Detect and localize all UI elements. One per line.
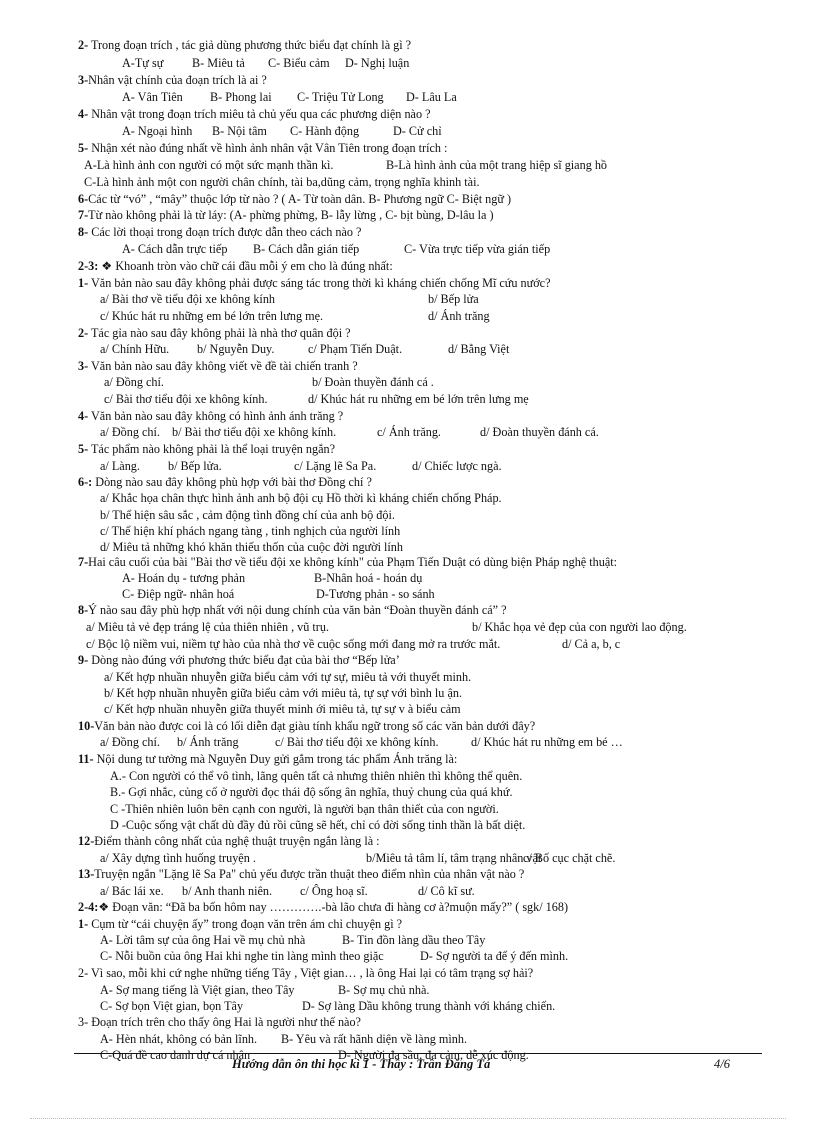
answer-option: D- Người đa sầu, đa cảm, dễ xúc động.: [338, 1048, 529, 1062]
answer-option: C- Triệu Tử Long: [297, 90, 384, 104]
question-text: 2- Trong đoạn trích , tác giả dùng phương thức biểu đạt chính là gì ?: [78, 38, 412, 52]
answer-option: c/ Bài thơ tiểu đội xe không kính.: [104, 392, 268, 406]
answer-option: b/ Bếp lửa: [428, 292, 479, 306]
footer-text: Hướng dẫn ôn thi học kì 1 - Thầy : Trần Đăng Tá: [232, 1057, 491, 1071]
answer-option: A- Cách dẫn trực tiếp: [122, 242, 228, 256]
question-text: 2- Tác gỉa nào sau đây không phải là nhà thơ quân đội ?: [78, 326, 351, 340]
question-text: 6-Các từ “vó” , “mây” thuộc lớp từ nào ? ( A- Từ toàn dân. B- Phương ngữ C- Biệt ngữ ): [78, 192, 512, 206]
answer-option: c/ Bố cục chặt chẽ.: [523, 851, 616, 865]
question-text: 5- Nhận xét nào đúng nhất về hình ảnh nhân vật Vân Tiên trong đoạn trích :: [78, 141, 448, 155]
answer-option: C- Nỗi buồn của ông Hai khi nghe tin làng mình theo giặc: [100, 949, 384, 963]
answer-option: d/ Đoàn thuyền đánh cá.: [480, 425, 599, 439]
answer-option: a/ Xây dựng tình huống truyện .: [100, 851, 256, 865]
answer-option: B- Miêu tả: [192, 56, 245, 70]
answer-option: C- Biểu cảm: [268, 56, 330, 70]
question-text: 7-Từ nào không phải là từ láy: (A- phừng phừng, B- lẫy lừng , C- bịt bùng, D-lâu la ): [78, 208, 494, 222]
answer-option: c/ Khúc hát ru những em bé lớn trên lưng mẹ.: [100, 309, 324, 323]
question-text: D -Cuộc sống vật chất dù đầy đủ rồi cũng sẽ hết, chỉ có đời sống tinh thần là bất diệt.: [110, 818, 526, 832]
page-number: 4/6: [714, 1057, 730, 1071]
question-text: 6-: Dòng nào sau đây không phù hợp với bài thơ Đồng chí ?: [78, 475, 372, 489]
answer-option: b/ Ánh trăng: [177, 735, 239, 749]
answer-option: d/ Chiếc lược ngà.: [412, 459, 502, 473]
answer-option: B- Yêu và rất hãnh diện về làng mình.: [281, 1032, 468, 1046]
answer-option: B- Sợ mụ chủ nhà.: [338, 983, 430, 997]
answer-option: a/ Làng.: [100, 459, 140, 473]
answer-option: D- Lâu La: [406, 90, 457, 104]
answer-option: B- Cách dẫn gián tiếp: [253, 242, 360, 256]
answer-option: B- Tin đồn làng dầu theo Tây: [342, 933, 486, 947]
answer-option: c/ Phạm Tiến Duật.: [308, 342, 403, 356]
question-text: c/ Kết hợp nhuần nhuyễn giữa thuyết minh ới miêu tả, tự sự v à biểu cảm: [104, 702, 461, 716]
answer-option: a/ Chính Hữu.: [100, 342, 170, 356]
question-text: a/ Khắc họa chân thực hình ảnh anh bộ đội cụ Hồ thời kì kháng chiến chống Pháp.: [100, 491, 502, 505]
answer-option: d/ Bằng Việt: [448, 342, 510, 356]
answer-option: A-Là hình ảnh con người có một sức mạnh thần kì.: [84, 158, 334, 172]
answer-option: b/ Đoàn thuyền đánh cá .: [312, 375, 434, 389]
answer-option: A-Tự sự: [122, 56, 164, 70]
question-text: 9- Dòng nào đúng với phương thức biểu đạt của bài thơ “Bếp lửa’: [78, 653, 400, 667]
question-text: 3- Đoạn trích trên cho thấy ông Hai là người như thế nào?: [78, 1015, 361, 1029]
answer-option: B- Nội tâm: [212, 124, 267, 138]
answer-option: a/ Miêu tả vẻ đẹp tráng lệ của thiên nhiên , vũ trụ.: [86, 620, 329, 634]
answer-option: d/ Ánh trăng: [428, 309, 490, 323]
footer-divider: [74, 1053, 762, 1054]
answer-option: D- Sợ người ta để ý đến mình.: [420, 949, 569, 963]
answer-option: C- Sợ bọn Việt gian, bọn Tây: [100, 999, 244, 1013]
answer-option: D-Tương phản - so sánh: [316, 587, 435, 601]
answer-option: d/ Khúc hát ru những em bé …: [471, 735, 623, 749]
answer-option: b/ Anh thanh niên.: [182, 884, 273, 898]
answer-option: c/ Bài thơ tiểu đội xe không kính.: [275, 735, 439, 749]
answer-option: A- Vân Tiên: [122, 90, 183, 104]
question-text: 8-Ý nào sau đây phù hợp nhất với nội dung chính của văn bản “Đoàn thuyền đánh cá” ?: [78, 603, 507, 617]
answer-option: A- Lời tâm sự của ông Hai về mụ chủ nhà: [100, 933, 306, 947]
question-text: A.- Con người có thể vô tình, lãng quên tất cả nhưng thiên nhiên thì không thể quên.: [110, 769, 523, 783]
question-text: 12-Điểm thành công nhất của nghệ thuật truyện ngắn làng là :: [78, 834, 380, 848]
answer-option: D- Nghị luận: [345, 56, 410, 70]
question-text: 2- Vì sao, mỗi khi cứ nghe những tiếng Tây , Việt gian… , là ông Hai lại có tâm trạng sợ hải?: [78, 966, 534, 980]
page-bottom-edge: [30, 1118, 786, 1119]
question-text: 4- Văn bản nào sau đây không có hình ảnh ánh trăng ?: [78, 409, 344, 423]
answer-option: B- Phong lai: [210, 90, 272, 104]
question-text: d/ Miêu tả những khó khăn thiếu thốn của cuộc đời người lính: [100, 540, 403, 554]
answer-option: a/ Bác lái xe.: [100, 884, 164, 898]
question-text: 4- Nhân vật trong đoạn trích miêu tả chủ yếu qua các phương diện nào ?: [78, 107, 431, 121]
answer-option: c/ Ông hoạ sĩ.: [300, 884, 368, 898]
question-text: 2-3: ❖ Khoanh tròn vào chữ cái đầu mỗi ý em cho là đúng nhất:: [78, 259, 393, 273]
question-text: 5- Tác phẩm nào không phải là thể loại truyện ngắn?: [78, 442, 335, 456]
question-text: 1- Văn bản nào sau đây không phải được sáng tác trong thời kì kháng chiến chống Mĩ cứu nước?: [78, 276, 551, 290]
answer-option: D- Sợ làng Dầu không trung thành với kháng chiến.: [302, 999, 556, 1013]
answer-option: d/ Cô kĩ sư.: [418, 884, 475, 898]
answer-option: A- Sợ mang tiếng là Việt gian, theo Tây: [100, 983, 295, 997]
question-text: a/ Kết hợp nhuần nhuyễn giữa biểu cảm với tự sự, miêu tả với thuyết minh.: [104, 670, 472, 684]
answer-option: C- Điệp ngữ- nhân hoá: [122, 587, 235, 601]
answer-option: A- Ngoại hình: [122, 124, 193, 138]
answer-option: D- Cử chỉ: [393, 124, 442, 138]
answer-option: A- Hèn nhát, không có bản lĩnh.: [100, 1032, 258, 1046]
question-text: C -Thiên nhiên luôn bên cạnh con người, là người bạn thân thiết của con người.: [110, 802, 499, 816]
answer-option: a/ Bài thơ về tiểu đội xe không kính: [100, 292, 276, 306]
question-text: 2-4:❖ Đoạn văn: “Đã ba bốn hôm nay ………….-bà lão chưa đi hàng cơ à?muộn mấy?” ( sgk/ 168): [78, 900, 569, 914]
answer-option: b/ Khắc họa vẻ đẹp của con người lao động.: [472, 620, 687, 634]
answer-option: b/ Bếp lửa.: [168, 459, 222, 473]
answer-option: b/ Bài thơ tiểu đội xe không kính.: [172, 425, 337, 439]
answer-option: d/ Cả a, b, c: [562, 637, 621, 651]
question-text: B.- Gợi nhắc, củng cố ở người đọc thái độ sống ân nghĩa, thuỷ chung của quá khứ.: [110, 785, 513, 799]
answer-option: a/ Đồng chí.: [104, 375, 164, 389]
answer-option: b/ Nguyễn Duy.: [197, 342, 275, 356]
question-text: 7-Hai câu cuối của bài "Bài thơ về tiểu đội xe không kính" của Phạm Tiến Duật có dùng biện Pháp nghệ thuật:: [78, 555, 618, 569]
question-text: 3- Văn bản nào sau đây không viết về đề tài chiến tranh ?: [78, 359, 358, 373]
answer-option: a/ Đồng chí.: [100, 425, 160, 439]
answer-option: C-Quá đề cao danh dự cá nhân: [100, 1048, 251, 1062]
answer-option: B-Là hình ảnh của một trang hiệp sĩ giang hồ: [386, 158, 608, 172]
question-text: 3-Nhân vật chính của đoạn trích là ai ?: [78, 73, 267, 87]
answer-option: c/ Bộc lộ niềm vui, niềm tự hào của nhà thơ về cuộc sống mới đang mở ra trước mắt.: [86, 637, 501, 651]
answer-option: A- Hoán dụ - tương phản: [122, 571, 246, 585]
question-text: b/ Thể hiện sâu sắc , cảm động tình đồng chí của anh bộ đội.: [100, 508, 395, 522]
question-text: 8- Các lời thoại trong đoạn trích được dẫn theo cách nào ?: [78, 225, 362, 239]
question-text: 11- Nội dung tư tưởng mà Nguyễn Duy gửi gắm trong tác phẩm Ánh trăng là:: [78, 752, 458, 766]
answer-option: c/ Ánh trăng.: [377, 425, 441, 439]
answer-option: B-Nhân hoá - hoán dụ: [314, 571, 423, 585]
answer-option: C- Hành động: [290, 124, 360, 138]
answer-option: d/ Khúc hát ru những em bé lớn trên lưng mẹ: [308, 392, 529, 406]
answer-option: C- Vừa trực tiếp vừa gián tiếp: [404, 242, 551, 256]
question-text: b/ Kết hợp nhuần nhuyễn giữa biểu cảm với miêu tả, tự sự với bình lu ận.: [104, 686, 462, 700]
answer-option: a/ Đồng chí.: [100, 735, 160, 749]
question-text: 10-Văn bản nào được coi là có lối diễn đạt giàu tính khẩu ngữ trong số các văn bản dưới đây?: [78, 719, 536, 733]
answer-option: b/Miêu tả tâm lí, tâm trạng nhân vật: [366, 851, 542, 865]
question-text: 13-Truyện ngắn "Lặng lẽ Sa Pa" chủ yếu được trần thuật theo điểm nhìn của nhân vật nào ?: [78, 867, 525, 881]
question-text: 1- Cụm từ “cái chuyện ấy” trong đoạn văn trên ám chỉ chuyện gì ?: [78, 917, 403, 931]
question-text: C-Là hình ảnh một con người chân chính, tài ba,dũng cảm, trọng nghĩa khinh tài.: [84, 175, 480, 189]
answer-option: c/ Lặng lẽ Sa Pa.: [294, 459, 377, 473]
question-text: c/ Thể hiện khí phách ngang tàng , tinh nghịch của người lính: [100, 524, 401, 538]
